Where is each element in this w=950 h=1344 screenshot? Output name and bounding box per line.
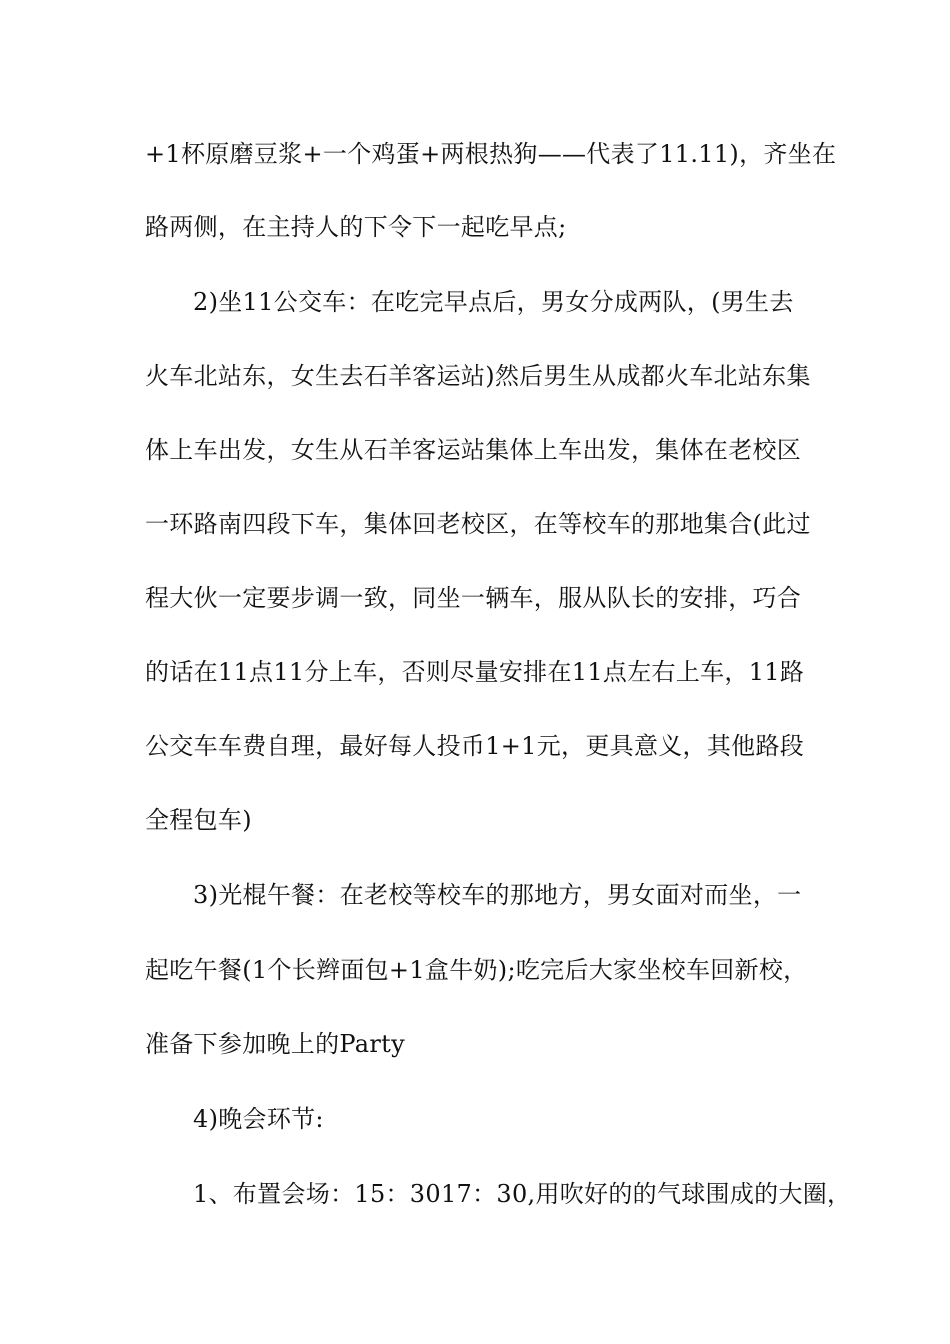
text-line: 体上车出发，女生从石羊客运站集体上车出发，集体在老校区: [145, 436, 802, 464]
paragraph-start-line: 2)坐11公交车：在吃完早点后，男女分成两队，(男生去: [193, 288, 794, 316]
text-line: 的话在11点11分上车，否则尽量安排在11点左右上车，11路: [145, 658, 805, 686]
paragraph-start-line: 1、布置会场：15：3017：30,用吹好的的气球围成的大圈，: [193, 1180, 852, 1208]
text-line: 一环路南四段下车，集体回老校区，在等校车的那地集合(此过: [145, 510, 811, 538]
text-line: 程大伙一定要步调一致，同坐一辆车，服从队长的安排，巧合: [145, 584, 802, 612]
text-line: 火车北站东，女生去石羊客运站)然后男生从成都火车北站东集: [145, 362, 811, 390]
paragraph-start-line: 3)光棍午餐：在老校等校车的那地方，男女面对而坐，一: [193, 881, 802, 909]
paragraph-start-line: 4)晚会环节:: [193, 1105, 324, 1133]
text-line: 全程包车): [145, 806, 252, 834]
text-line: +1杯原磨豆浆+一个鸡蛋+两根热狗——代表了11.11)，齐坐在: [145, 140, 837, 168]
text-line: 准备下参加晚上的Party: [145, 1030, 405, 1058]
text-line: 路两侧，在主持人的下令下一起吃早点;: [145, 213, 567, 241]
text-line: 起吃午餐(1个长辫面包+1盒牛奶);吃完后大家坐校车回新校，: [145, 956, 808, 984]
text-line: 公交车车费自理，最好每人投币1+1元，更具意义，其他路段: [145, 732, 805, 760]
